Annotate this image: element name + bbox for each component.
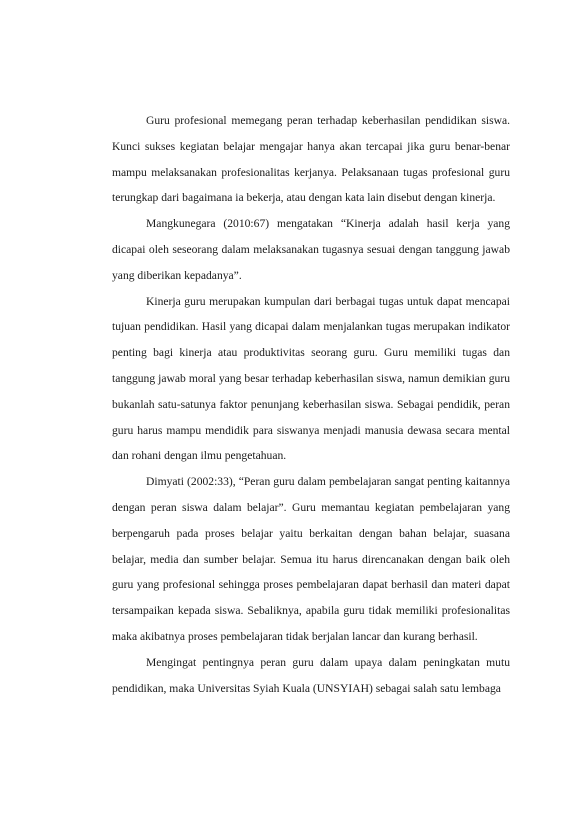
- body-text: [112, 108, 510, 701]
- paragraph-5: Mengingat pentingnya peran guru dalam upaya dalam peningkatan mutu pendidikan, maka Universitas Syiah Kuala (UNSYIAH) sebagai salah satu lembaga: [112, 655, 510, 695]
- paragraph-3: Kinerja guru merupakan kumpulan dari berbagai tugas untuk dapat mencapai tujuan pendidikan. Hasil yang dicapai dalam menjalankan tugas merupakan indikator penting bagi kinerja atau produktivitas seorang guru. Guru memiliki tugas dan tanggung jawab moral yang besar terhadap keberhasilan siswa, namun demikian guru bukanlah satu-satunya faktor penunjang keberhasilan siswa. Sebagai pendidik, peran guru harus mampu mendidik para siswanya menjadi manusia dewasa secara mental dan rohani dengan ilmu pengetahuan.: [112, 294, 510, 463]
- paragraph-1: Guru profesional memegang peran terhadap keberhasilan pendidikan siswa. Kunci sukses kegiatan belajar mengajar hanya akan tercapai jika guru benar-benar mampu melaksanakan profesionalitas kerjanya. Pelaksanaan tugas profesional guru terungkap dari bagaimana ia bekerja, atau dengan kata lain disebut dengan kinerja.: [112, 114, 510, 205]
- paragraph-4: Dimyati (2002:33), “Peran guru dalam pembelajaran sangat penting kaitannya dengan peran siswa dalam belajar”. Guru memantau kegiatan pembelajaran yang berpengaruh pada proses belajar yaitu berkaitan dengan bahan belajar, suasana belajar, media dan sumber belajar. Semua itu harus direncanakan dengan baik oleh guru yang profesional sehingga proses pembelajaran dapat berhasil dan materi dapat tersampaikan kepada siswa. Sebaliknya, apabila guru tidak memiliki profesionalitas maka akibatnya proses pembelajaran tidak berjalan lancar dan kurang berhasil.: [112, 475, 510, 643]
- paragraph-2: Mangkunegara (2010:67) mengatakan “Kinerja adalah hasil kerja yang dicapai oleh seseorang dalam melaksanakan tugasnya sesuai dengan tanggung jawab yang diberikan kepadanya”.: [112, 217, 510, 282]
